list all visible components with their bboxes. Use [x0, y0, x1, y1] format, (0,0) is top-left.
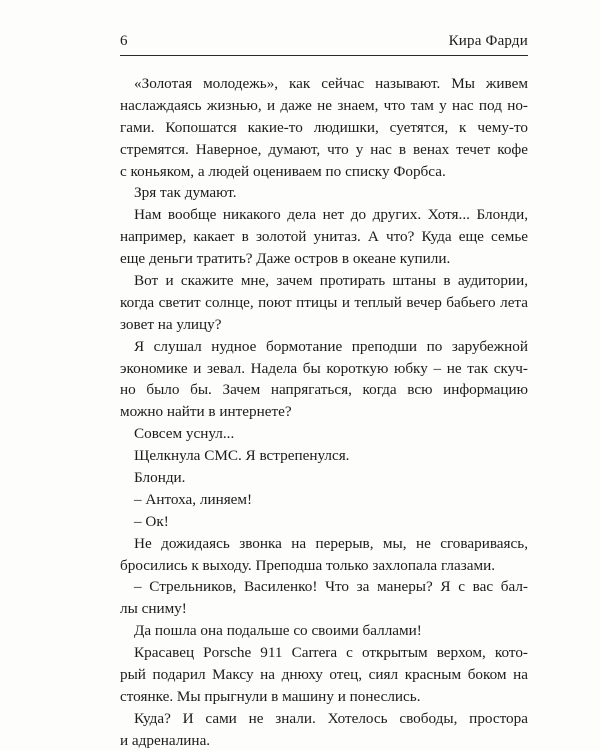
text-line: Куда? И сами не знали. Хотелось свободы, простора [134, 709, 528, 727]
text-line: «Золотая молодежь», как сейчас называют. Мы живем [134, 75, 528, 92]
text-line: экономике и зевал. Надела бы короткую юбку – не так скуч- [120, 359, 528, 377]
page-header [120, 29, 528, 56]
text-line: но было бы. Зачем напрягаться, когда всю информацию [120, 381, 528, 399]
text-line: например, какает в золотой унитаз. А что? Куда еще семье [120, 228, 528, 246]
text-line: наслаждаясь жизнью, и даже не знаем, что там у нас под но- [120, 96, 528, 114]
text-line: с коньяком, а людей оцениваем по списку Форбса. [120, 162, 446, 180]
text-line: Я слушал нудное бормотание преподши по зарубежной [134, 337, 528, 355]
text-line: стремятся. Наверное, думают, что у нас в венах течет кофе [120, 140, 528, 158]
text-line: Щелкнула СМС. Я встрепенулся. [134, 447, 350, 465]
text-line: гами. Копошатся какие-то людишки, суетятся, к чему-то [120, 118, 528, 136]
text-line: – Стрельников, Василенко! Что за манеры? Я с вас бал- [134, 578, 528, 596]
text-line: Зря так думают. [134, 184, 237, 202]
text-line: – Антоха, линяем! [134, 490, 253, 508]
text-line: Нам вообще никакого дела нет до других. Хотя... Блонди, [134, 206, 528, 224]
text-line: и адреналина. [120, 731, 211, 749]
text-line: Красавец Porsche 911 Carrera с открытым верхом, кото- [134, 644, 528, 662]
text-line: лы сниму! [120, 600, 187, 618]
running-head-author: Кира Фарди [448, 33, 528, 49]
text-line: Не дожидаясь звонка на перерыв, мы, не сговариваясь, [134, 534, 528, 552]
text-line: Блонди. [134, 469, 186, 487]
text-line: бросились к выходу. Преподша только захлопала глазами. [120, 556, 496, 574]
text-line: можно найти в интернете? [120, 403, 292, 421]
text-line: зовет на улицу? [120, 315, 222, 333]
text-line: рый подарил Максу на днюху отец, сиял красным боком на [120, 666, 528, 684]
body-text [120, 73, 528, 752]
text-line: Вот и скажите мне, зачем протирать штаны в аудитории, [134, 272, 528, 290]
text-line: – Ок! [134, 512, 169, 530]
page-number: 6 [120, 33, 128, 49]
text-line: стоянке. Мы прыгнули в машину и понеслись. [120, 687, 421, 705]
text-line: Совсем уснул... [134, 425, 235, 443]
text-line: Да пошла она подальше со своими баллами! [134, 622, 422, 640]
text-line: еще деньги тратить? Даже остров в океане купили. [120, 250, 451, 268]
text-line: когда светит солнце, поют птицы и теплый вечер бабьего лета [120, 293, 528, 311]
